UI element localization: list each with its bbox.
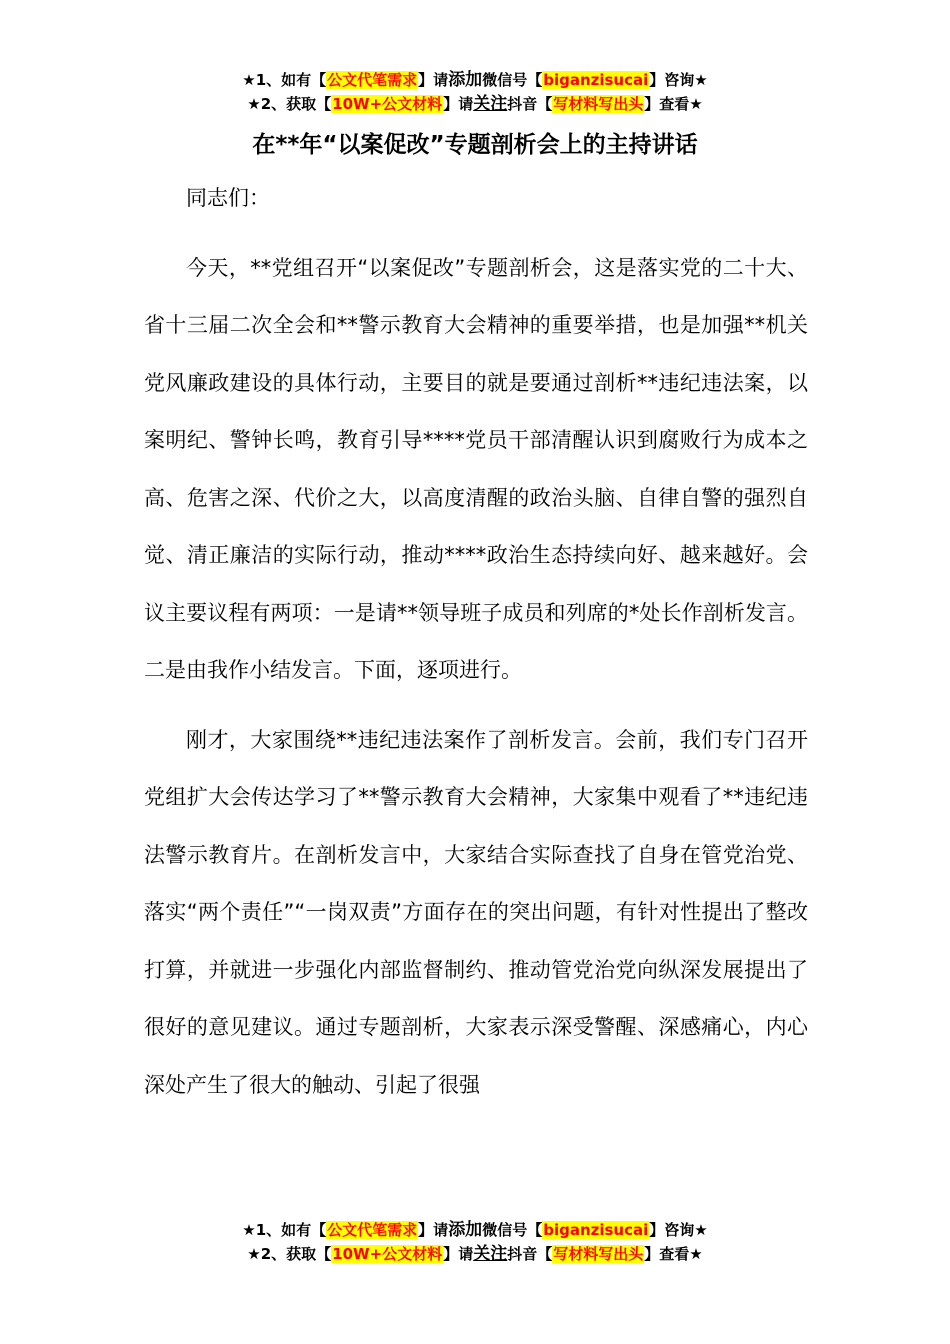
banner-text: 】请 [443,1245,474,1263]
banner-text: ★2、获取【 [247,1245,332,1263]
banner-text: 】咨询★ [649,71,708,89]
document-body [144,170,808,1114]
banner-emphasis: 添加 [448,1220,483,1240]
banner-emphasis: 关注 [473,94,508,114]
banner-emphasis: 添加 [448,70,483,90]
footer-banner [0,1218,950,1266]
banner-text: 】咨询★ [649,1221,708,1239]
banner-line-2 [0,1242,950,1266]
paragraph: 刚才，大家围绕**违纪违法案作了剖析发言。会前，我们专门召开党组扩大会传达学习了**警示教育大会精神，大家集中观看了**违纪违法警示教育片。在剖析发言中，大家结合实际查找了自身在管党治党、落实“两个责任”“一岗双责”方面存在的突出问题，有针对性提出了整改打算，并就进一步强化内部监督制约、推动管党治党向纵深发展提出了很好的意见建议。通过专题剖析，大家表示深受警醒、深感痛心，内心深处产生了很大的触动、引起了很强 [144,727,808,1097]
banner-text: 抖音【 [507,95,553,113]
document-title: 在**年“以案促改”专题剖析会上的主持讲话 [252,132,698,158]
highlight-douyin-id: 写材料写出头 [553,95,644,113]
banner-text: ★1、如有【 [242,1221,327,1239]
highlight-ghostwriting: 公文代笔需求 [327,71,418,89]
banner-emphasis: 关注 [473,1244,508,1264]
banner-text: 微信号【 [482,1221,543,1239]
banner-text: 】请 [418,71,449,89]
banner-text: 】查看★ [644,95,703,113]
banner-text: 抖音【 [507,1245,553,1263]
highlight-wechat-id: biganzisucai [543,71,649,89]
banner-text: 】请 [418,1221,449,1239]
banner-line-2 [0,92,950,116]
highlight-materials: 10W+公文材料 [332,1245,443,1263]
paragraph: 今天，**党组召开“以案促改”专题剖析会，这是落实党的二十大、省十三届二次全会和**警示教育大会精神的重要举措，也是加强**机关党风廉政建设的具体行动，主要目的就是要通过剖析**违纪违法案，以案明纪、警钟长鸣，教育引导****党员干部清醒认识到腐败行为成本之高、危害之深、代价之大，以高度清醒的政治头脑、自律自警的强烈自觉、清正廉洁的实际行动，推动****政治生态持续向好、越来越好。会议主要议程有两项：一是请**领导班子成员和列席的*处长作剖析发言。二是由我作小结发言。下面，逐项进行。 [144,255,808,682]
highlight-ghostwriting: 公文代笔需求 [327,1221,418,1239]
banner-text: 微信号【 [482,71,543,89]
salutation: 同志们： [186,186,270,210]
banner-line-1 [0,68,950,92]
banner-text: 】请 [443,95,474,113]
banner-line-1 [0,1218,950,1242]
banner-text: ★2、获取【 [247,95,332,113]
banner-text: 】查看★ [644,1245,703,1263]
highlight-wechat-id: biganzisucai [543,1221,649,1239]
banner-text: ★1、如有【 [242,71,327,89]
highlight-douyin-id: 写材料写出头 [553,1245,644,1263]
highlight-materials: 10W+公文材料 [332,95,443,113]
header-banner [0,68,950,116]
